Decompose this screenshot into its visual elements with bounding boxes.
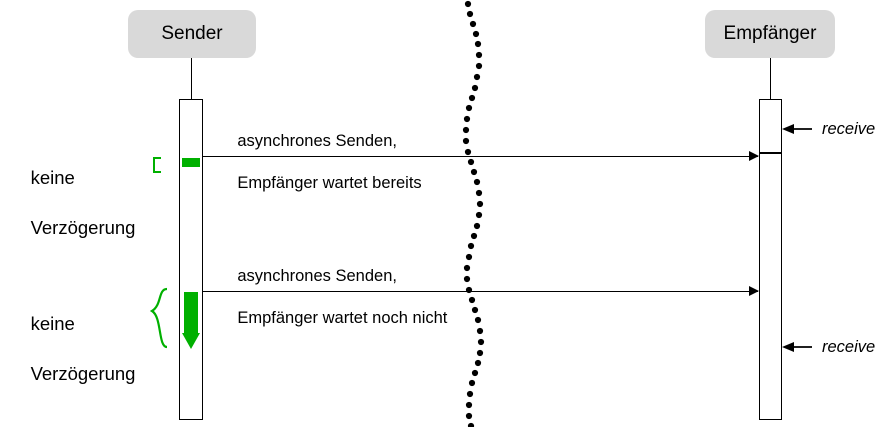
activation-bar-empfaenger-waiting[interactable]	[759, 99, 782, 153]
annotation-delay-2-line1: keine	[30, 313, 75, 334]
lifeline-stem-empfaenger	[770, 58, 771, 99]
lifeline-stem-sender	[191, 58, 192, 99]
message-arrowhead-1	[749, 151, 759, 161]
message-label-2	[219, 245, 447, 350]
lifeline-head-empfaenger[interactable]	[705, 10, 835, 58]
message-label-1-block	[219, 110, 422, 215]
message-arrowhead-2	[749, 286, 759, 296]
annotation-receive-1: receive	[822, 120, 876, 138]
annotation-delay-1-line1: keine	[30, 167, 75, 188]
message-label-2-line1: asynchrones Senden,	[237, 267, 397, 285]
activation-bar-empfaenger[interactable]	[759, 153, 782, 420]
brace-delay-1	[154, 158, 161, 172]
lifeline-head-sender[interactable]	[128, 10, 256, 58]
receive-pointer-arrowhead-1	[782, 124, 794, 134]
message-label-1-text2: Empfänger wartet bereits	[237, 174, 422, 192]
message-label-2-line2: Empfänger wartet noch nicht	[237, 309, 448, 327]
brace-delay-2	[152, 289, 167, 347]
annotation-delay-1	[10, 140, 135, 265]
dotted-break-line	[463, 1, 484, 427]
annotation-receive-2: receive	[822, 338, 876, 356]
annotation-delay-2-line2: Verzögerung	[30, 363, 136, 384]
lifeline-label-empfaenger: Empfänger	[723, 23, 817, 44]
duration-marker-1	[182, 158, 200, 167]
duration-marker-2-arrowhead	[182, 333, 200, 349]
message-label-1-text1: asynchrones Senden,	[237, 132, 397, 150]
duration-marker-2-shaft	[184, 292, 198, 335]
annotation-delay-1-line2: Verzögerung	[30, 217, 136, 238]
receive-pointer-arrowhead-2	[782, 342, 794, 352]
lifeline-label-sender: Sender	[161, 23, 223, 44]
annotation-delay-2	[10, 286, 135, 411]
activation-bar-sender[interactable]	[179, 99, 203, 420]
